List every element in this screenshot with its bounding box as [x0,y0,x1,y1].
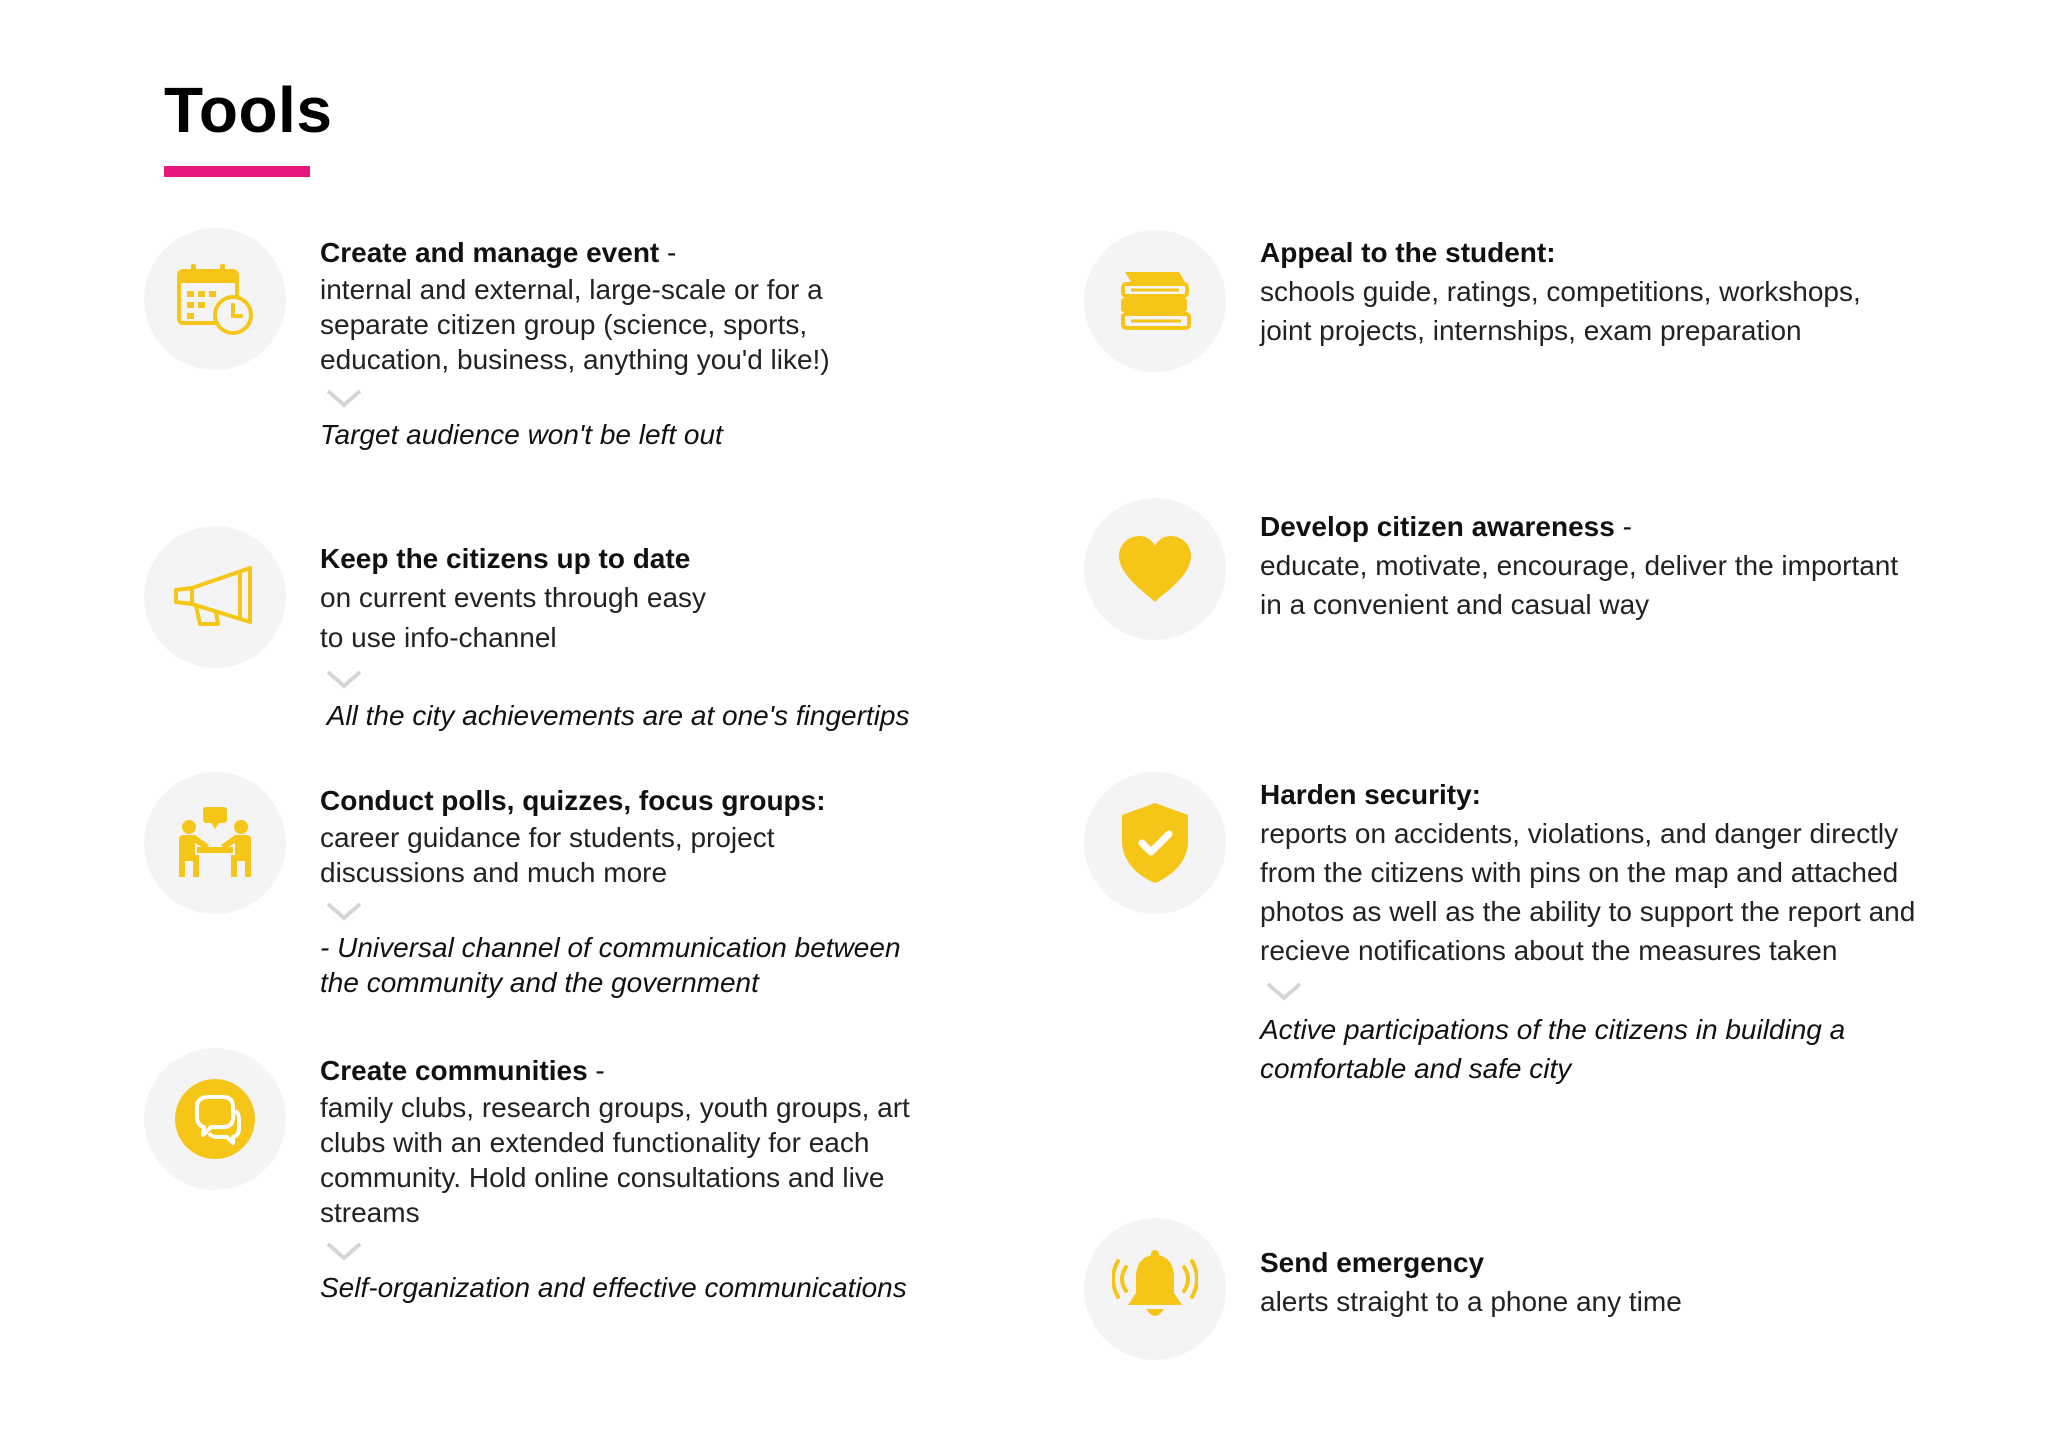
chevron-down-icon [324,898,364,924]
icon-circle [144,228,286,370]
shield-check-icon [1118,801,1192,885]
tool-heading: Create communities - [320,1055,605,1086]
tool-body [320,540,920,734]
tool-result: Active participations of the citizens in building a comfortable and safe city [1260,1014,1846,1084]
bell-alert-icon [1112,1249,1198,1329]
heart-icon [1117,534,1193,604]
tool-heading: Send emergency [1260,1247,1485,1278]
tool-description: on current events through easy to use info-channel [320,582,707,653]
chevron-down-icon [1264,978,1304,1004]
icon-circle [1084,498,1226,640]
chat-bubbles-icon [173,1077,257,1161]
icon-circle [144,1048,286,1190]
tool-body [1260,234,1900,350]
chevron-down-icon [324,1238,364,1264]
icon-circle [144,526,286,668]
chevron-down-icon [324,666,364,692]
tool-description: family clubs, research groups, youth groups, art clubs with an extended functionality for each community. Hold online consultations and live streams [320,1092,910,1228]
chevron-down-icon [324,385,364,411]
tool-body [320,1052,920,1306]
books-icon [1117,268,1193,334]
tool-body [1260,1244,1900,1321]
tool-heading: Appeal to the student: [1260,237,1556,268]
meeting-icon [175,805,255,881]
tool-heading: Develop citizen awareness - [1260,511,1632,542]
tool-description: reports on accidents, violations, and danger directly from the citizens with pins on the map and attached photos as well as the ability to support the report and recieve notifications about the measures taken [1260,818,1916,966]
tool-heading: Keep the citizens up to date [320,543,691,574]
tool-heading: Harden security: [1260,779,1481,810]
calendar-clock-icon [175,261,255,337]
icon-circle [1084,230,1226,372]
tool-result: Target audience won't be left out [320,419,723,450]
tool-body [1260,508,1900,624]
icon-circle [144,772,286,914]
tool-description: educate, motivate, encourage, deliver the important in a convenient and casual way [1260,550,1899,620]
tool-heading: Conduct polls, quizzes, focus groups: [320,785,826,816]
tool-heading: Create and manage event - [320,237,677,268]
tool-description: career guidance for students, project discussions and much more [320,822,775,888]
tool-result: Self-organization and effective communications [320,1272,907,1303]
tool-description: alerts straight to a phone any time [1260,1286,1682,1317]
tool-description: schools guide, ratings, competitions, workshops, joint projects, internships, exam preparation [1260,276,1861,346]
tool-body [320,782,920,1000]
tool-body [1260,776,1920,1088]
tool-body [320,234,920,453]
icon-circle [1084,1218,1226,1360]
title-underline [164,166,310,177]
page-title: Tools [164,74,333,146]
icon-circle [1084,772,1226,914]
megaphone-icon [170,562,260,632]
tool-description: internal and external, large-scale or for a separate citizen group (science, sports, education, business, anything you'd like!) [320,274,830,375]
tool-result: - Universal channel of communication between the community and the government [320,932,901,998]
tool-result: All the city achievements are at one's fingertips [320,700,910,731]
